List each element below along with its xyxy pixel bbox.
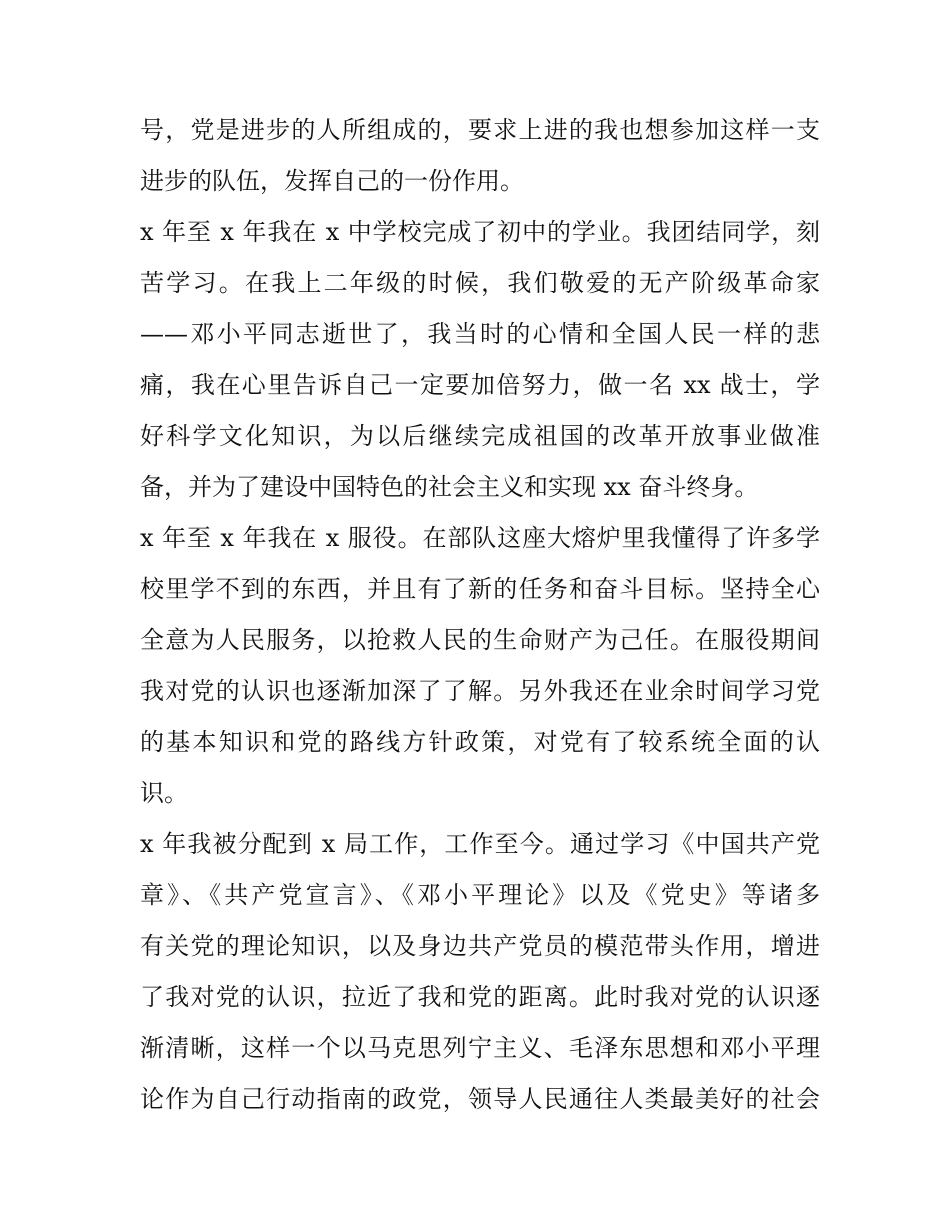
text-line: 号，党是进步的人所组成的，要求上进的我也想参加这样一支 [140, 116, 820, 144]
text-line: 全意为人民服务，以抢救人民的生命财产为己任。在服役期间 [140, 626, 820, 654]
text-line: x 年至 x 年我在 x 中学校完成了初中的学业。我团结同学，刻 [140, 218, 820, 246]
text-line: 了我对党的认识，拉近了我和党的距离。此时我对党的认识逐 [140, 983, 820, 1011]
text-line: 我对党的认识也逐渐加深了了解。另外我还在业余时间学习党 [140, 677, 820, 705]
text-line: 校里学不到的东西，并且有了新的任务和奋斗目标。坚持全心 [140, 575, 820, 603]
paragraph-4 [140, 819, 820, 1125]
paragraph-1 [140, 105, 820, 207]
paragraph-2 [140, 207, 820, 513]
text-line: x 年至 x 年我在 x 服役。在部队这座大熔炉里我懂得了许多学 [140, 524, 820, 552]
text-line: 进步的队伍，发挥自己的一份作用。 [140, 167, 524, 195]
paragraph-3 [140, 513, 820, 819]
text-line: 苦学习。在我上二年级的时候，我们敬爱的无产阶级革命家 [140, 269, 820, 297]
text-line: 识。 [140, 779, 188, 807]
text-line: 渐清晰，这样一个以马克思列宁主义、毛泽东思想和邓小平理 [140, 1034, 820, 1062]
text-line: 痛，我在心里告诉自己一定要加倍努力，做一名 xx 战士，学 [140, 371, 820, 399]
text-line: 好科学文化知识，为以后继续完成祖国的改革开放事业做准 [140, 422, 820, 450]
text-line: 的基本知识和党的路线方针政策，对党有了较系统全面的认 [140, 728, 820, 756]
text-line: 章》、《共产党宣言》、《邓小平理论》以及《党史》等诸多 [140, 881, 820, 909]
text-line: 论作为自己行动指南的政党，领导人民通往人类最美好的社会 [140, 1085, 820, 1113]
text-line: 备，并为了建设中国特色的社会主义和实现 xx 奋斗终身。 [140, 473, 759, 501]
text-line: 有关党的理论知识，以及身边共产党员的模范带头作用，增进 [140, 932, 820, 960]
text-line: x 年我被分配到 x 局工作，工作至今。通过学习《中国共产党 [140, 830, 820, 858]
document-body [140, 105, 820, 1125]
text-line: ——邓小平同志逝世了，我当时的心情和全国人民一样的悲 [140, 320, 820, 348]
